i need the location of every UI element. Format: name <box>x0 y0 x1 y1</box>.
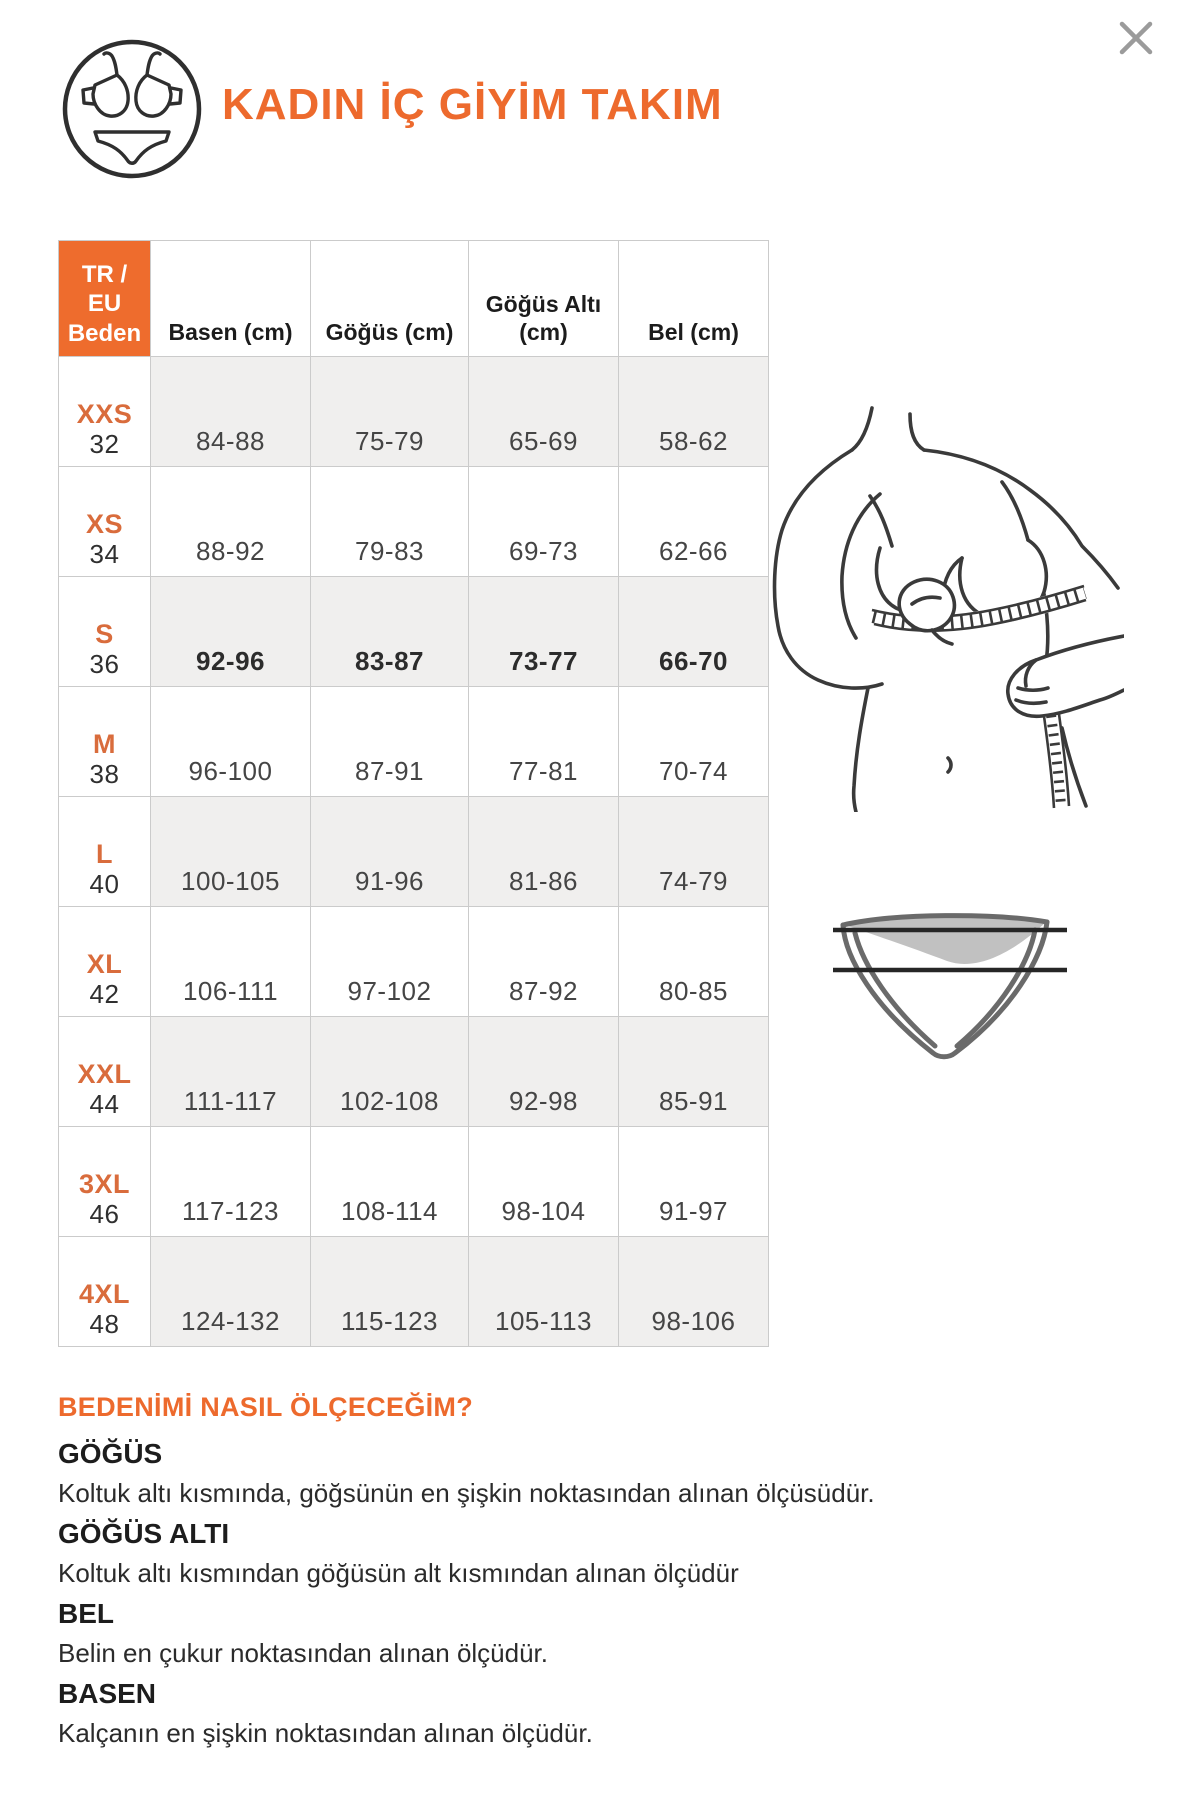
guide-description: Koltuk altı kısmında, göğsünün en şişkin noktasından alınan ölçüsüdür. <box>58 1477 875 1508</box>
table-row <box>59 1127 769 1237</box>
guide-term: BEL <box>58 1597 114 1629</box>
column-header: Göğüs (cm) <box>311 241 469 357</box>
guide-term: GÖĞÜS <box>58 1438 163 1469</box>
value-cell: 117-123 <box>151 1127 311 1237</box>
value-cell: 108-114 <box>311 1127 469 1237</box>
value-cell: 69-73 <box>469 467 619 577</box>
value-cell: 83-87 <box>311 577 469 687</box>
value-cell: 96-100 <box>151 687 311 797</box>
column-header: Göğüs Altı (cm) <box>469 241 619 357</box>
size-column-header-line: EU <box>87 290 122 318</box>
value-cell: 91-96 <box>311 797 469 907</box>
close-button[interactable] <box>1108 10 1164 66</box>
size-label: S <box>95 618 114 649</box>
size-eu-number: 40 <box>89 869 120 899</box>
value-cell: 87-91 <box>311 687 469 797</box>
value-cell: 88-92 <box>151 467 311 577</box>
value-cell: 74-79 <box>619 797 769 907</box>
value-cell: 80-85 <box>619 907 769 1017</box>
value-cell: 92-98 <box>469 1017 619 1127</box>
size-cell <box>59 577 151 687</box>
size-label: XL <box>86 948 123 979</box>
value-cell: 73-77 <box>469 577 619 687</box>
size-column-header-line: TR / <box>81 261 128 289</box>
value-cell: 62-66 <box>619 467 769 577</box>
value-cell: 58-62 <box>619 357 769 467</box>
size-label: M <box>93 728 116 759</box>
size-cell <box>59 467 151 577</box>
size-eu-number: 42 <box>89 979 120 1009</box>
guide-description: Kalçanın en şişkin noktasından alınan ölçüdür. <box>58 1717 593 1748</box>
value-cell: 102-108 <box>311 1017 469 1127</box>
size-eu-number: 44 <box>89 1089 120 1119</box>
bust-measurement-illustration <box>752 398 1124 812</box>
size-cell <box>59 797 151 907</box>
value-cell: 66-70 <box>619 577 769 687</box>
guide-term: BASEN <box>58 1677 157 1709</box>
column-header: Basen (cm) <box>151 241 311 357</box>
size-label: L <box>96 838 113 869</box>
lingerie-icon <box>58 35 206 183</box>
value-cell: 124-132 <box>151 1237 311 1347</box>
value-cell: 100-105 <box>151 797 311 907</box>
size-cell <box>59 1017 151 1127</box>
value-cell: 70-74 <box>619 687 769 797</box>
guide-term: GÖĞÜS ALTI <box>58 1517 230 1549</box>
value-cell: 81-86 <box>469 797 619 907</box>
value-cell: 85-91 <box>619 1017 769 1127</box>
size-label: XS <box>85 508 124 539</box>
table-row <box>59 1017 769 1127</box>
value-cell: 87-92 <box>469 907 619 1017</box>
value-cell: 77-81 <box>469 687 619 797</box>
size-column-header <box>59 241 151 357</box>
table-row <box>59 907 769 1017</box>
value-cell: 75-79 <box>311 357 469 467</box>
size-eu-number: 32 <box>89 429 120 459</box>
table-header-row <box>59 241 769 357</box>
size-column-header-line: Beden <box>67 319 142 347</box>
column-header: Bel (cm) <box>619 241 769 357</box>
table-row <box>59 797 769 907</box>
table-row <box>59 467 769 577</box>
page-title: KADIN İÇ GİYİM TAKIM <box>222 80 723 129</box>
size-table <box>58 240 769 1347</box>
value-cell: 84-88 <box>151 357 311 467</box>
measurement-guide <box>58 1392 1098 1753</box>
guide-heading: BEDENİMİ NASIL ÖLÇECEĞİM? <box>58 1392 474 1422</box>
table-row <box>59 1237 769 1347</box>
size-label: XXS <box>76 398 133 429</box>
size-eu-number: 46 <box>89 1199 120 1229</box>
size-label: XXL <box>77 1058 132 1089</box>
size-eu-number: 38 <box>89 759 120 789</box>
close-icon <box>1108 10 1164 66</box>
size-eu-number: 48 <box>89 1309 120 1339</box>
category-logo <box>58 35 206 183</box>
value-cell: 105-113 <box>469 1237 619 1347</box>
size-cell <box>59 357 151 467</box>
value-cell: 92-96 <box>151 577 311 687</box>
size-cell <box>59 1237 151 1347</box>
table-row <box>59 357 769 467</box>
size-eu-number: 36 <box>89 649 120 679</box>
size-cell <box>59 1127 151 1237</box>
size-label: 4XL <box>78 1278 131 1309</box>
value-cell: 79-83 <box>311 467 469 577</box>
guide-description: Belin en çukur noktasından alınan ölçüdür. <box>58 1637 549 1668</box>
size-eu-number: 34 <box>89 539 120 569</box>
value-cell: 98-106 <box>619 1237 769 1347</box>
table-row <box>59 687 769 797</box>
size-cell <box>59 687 151 797</box>
size-label: 3XL <box>78 1168 131 1199</box>
value-cell: 91-97 <box>619 1127 769 1237</box>
guide-description: Koltuk altı kısmından göğüsün alt kısmından alınan ölçüdür <box>58 1557 739 1588</box>
value-cell: 98-104 <box>469 1127 619 1237</box>
table-row <box>59 577 769 687</box>
value-cell: 115-123 <box>311 1237 469 1347</box>
value-cell: 65-69 <box>469 357 619 467</box>
value-cell: 106-111 <box>151 907 311 1017</box>
panty-measurement-illustration <box>815 903 1087 1075</box>
size-cell <box>59 907 151 1017</box>
value-cell: 97-102 <box>311 907 469 1017</box>
value-cell: 111-117 <box>151 1017 311 1127</box>
